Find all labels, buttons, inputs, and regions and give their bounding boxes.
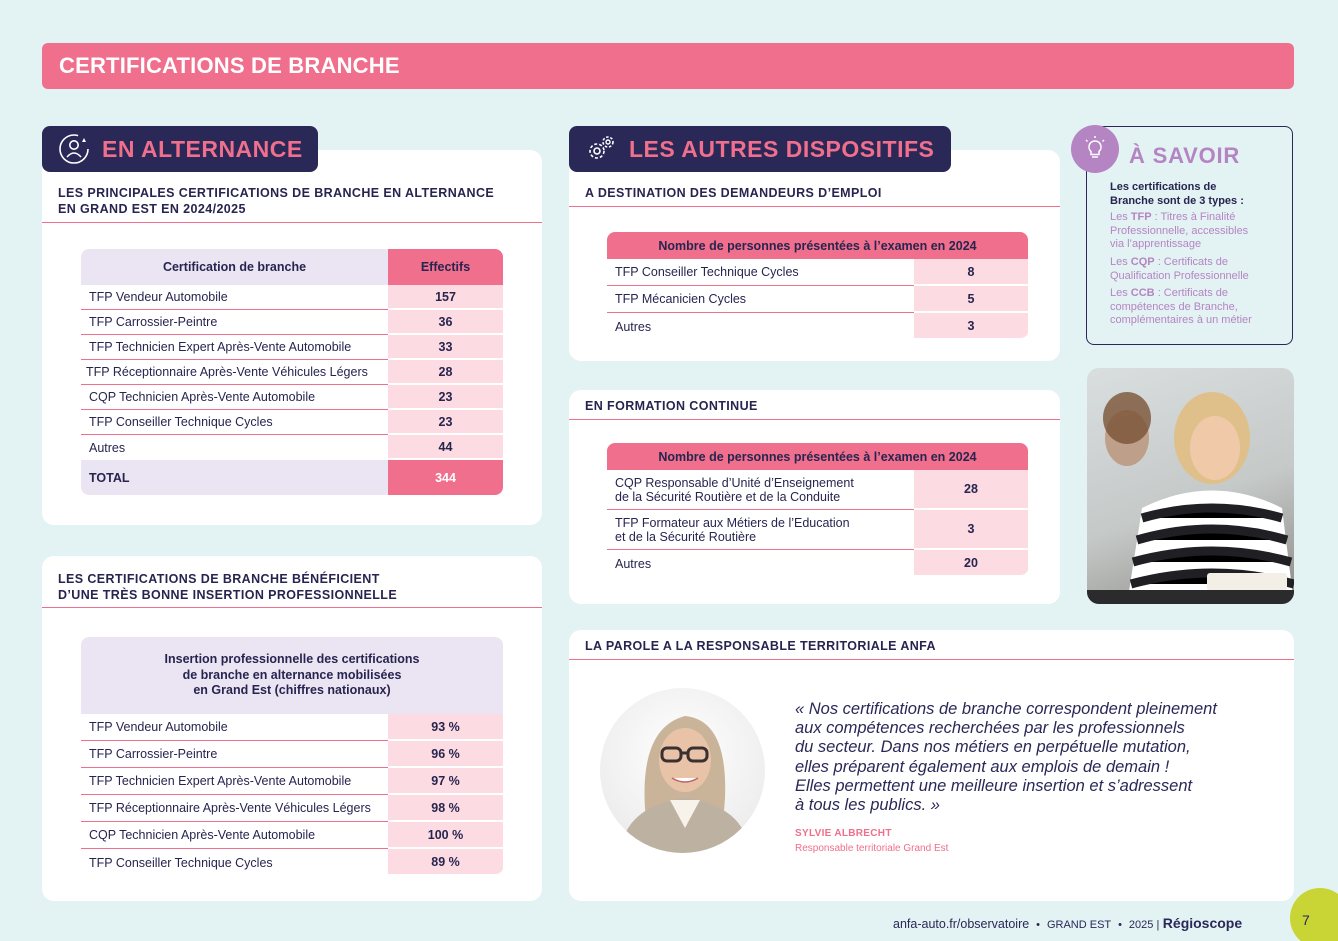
autres-tab [569,126,951,172]
demandeurs-table-header: Nombre de personnes présentées à l’examen en 2024 [607,232,1028,259]
a-savoir-item-ccb: Les CCB : Certificats de compétences de Branche, complémentaires à un métier [1110,287,1252,326]
table-row: Autres 44 [81,435,503,460]
table-row: TFP Technicien Expert Après-Vente Automobile 33 [81,335,503,360]
footer-url[interactable]: anfa-auto.fr/observatoire [893,917,1030,931]
continue-table [607,443,1028,577]
demandeurs-section-title: A DESTINATION DES DEMANDEURS D’EMPLOI [585,186,882,200]
students-photo [1087,368,1294,604]
divider [42,222,542,223]
table-row: TFP Réceptionnaire Après-Vente Véhicules Légers 28 [81,360,503,385]
table-row: TFP Formateur aux Métiers de l’Education et de la Sécurité Routière 3 [607,510,1028,550]
table-row: TFP Conseiller Technique Cycles 23 [81,410,503,435]
user-refresh-icon [56,131,92,167]
insertion-section-title: LES CERTIFICATIONS DE BRANCHE BÉNÉFICIENT D’UNE TRÈS BONNE INSERTION PROFESSIONNELLE [58,572,398,602]
footer-brand-logo: Régioscope [1162,915,1243,931]
alternance-section-title: LES PRINCIPALES CERTIFICATIONS DE BRANCHE EN ALTERNANCE EN GRAND EST EN 2024/2025 [58,186,495,216]
a-savoir-item-tfp: Les TFP : Titres à Finalité Professionnelle, accessibles via l’apprentissage [1110,211,1249,250]
parole-section-title: LA PAROLE A LA RESPONSABLE TERRITORIALE ANFA [585,639,936,653]
column-header-effectifs: Effectifs [388,249,503,285]
divider [569,419,1060,420]
table-row: CQP Responsable d’Unité d’Enseignement de la Sécurité Routière et de la Conduite 28 [607,470,1028,510]
alternance-tab [42,126,318,172]
page-banner: CERTIFICATIONS DE BRANCHE [42,43,1294,89]
table-row: TFP Vendeur Automobile 93 % [81,714,503,741]
testimonial-author-name: SYLVIE ALBRECHT [795,828,892,839]
insertion-table-header: Insertion professionnelle des certifications de branche en alternance mobilisées en Grand Est (chiffres nationaux) [81,637,503,714]
continue-section-title: EN FORMATION CONTINUE [585,399,758,413]
a-savoir-box [1086,126,1293,345]
table-total-row: TOTAL 344 [81,460,503,495]
divider [569,659,1294,660]
a-savoir-item-cqp: Les CQP : Certificats de Qualification Professionnelle [1110,256,1249,282]
page-number: 7 [1302,912,1310,928]
footer-region: GRAND EST [1046,919,1112,931]
testimonial-quote: « Nos certifications de branche correspondent pleinement aux compétences recherchées par les professionnels du secteur. Dans nos métiers en perpétuelle mutation, elles préparent également aux emplois de demain ! Elles permettent une meilleure insertion et s’adressent à tous les publics. » [795,700,1217,815]
table-row: TFP Technicien Expert Après-Vente Automobile 97 % [81,768,503,795]
lightbulb-icon [1071,125,1119,173]
table-row: CQP Technicien Après-Vente Automobile 100 % [81,822,503,849]
divider [569,206,1060,207]
insertion-table [81,637,503,876]
a-savoir-intro: Les certifications de Branche sont de 3 types : [1110,181,1244,207]
gears-icon [583,131,619,167]
table-row: TFP Mécanicien Cycles 5 [607,286,1028,313]
autres-tab-label: LES AUTRES DISPOSITIFS [629,135,935,162]
portrait-avatar [600,688,765,853]
table-row: TFP Carrossier-Peintre 36 [81,310,503,335]
table-row: CQP Technicien Après-Vente Automobile 23 [81,385,503,410]
alternance-tab-label: EN ALTERNANCE [102,135,303,162]
footer-year: 2025 | [1128,919,1160,931]
page-number-badge [1290,888,1338,941]
table-row: TFP Conseiller Technique Cycles 89 % [81,849,503,876]
footer: anfa-auto.fr/observatoire • GRAND EST • 2025 | Régioscope [893,915,1243,931]
table-row: Autres 3 [607,313,1028,340]
divider [42,607,542,608]
table-row: TFP Vendeur Automobile 157 [81,285,503,310]
continue-table-header: Nombre de personnes présentées à l’examen en 2024 [607,443,1028,470]
demandeurs-table [607,232,1028,340]
alternance-table [81,249,503,495]
table-row: TFP Réceptionnaire Après-Vente Véhicules Légers 98 % [81,795,503,822]
a-savoir-title: À SAVOIR [1129,143,1241,168]
column-header-certification: Certification de branche [81,249,388,285]
table-row: TFP Conseiller Technique Cycles 8 [607,259,1028,286]
testimonial-author-role: Responsable territoriale Grand Est [795,843,949,854]
table-row: Autres 20 [607,550,1028,577]
table-row: TFP Carrossier-Peintre 96 % [81,741,503,768]
